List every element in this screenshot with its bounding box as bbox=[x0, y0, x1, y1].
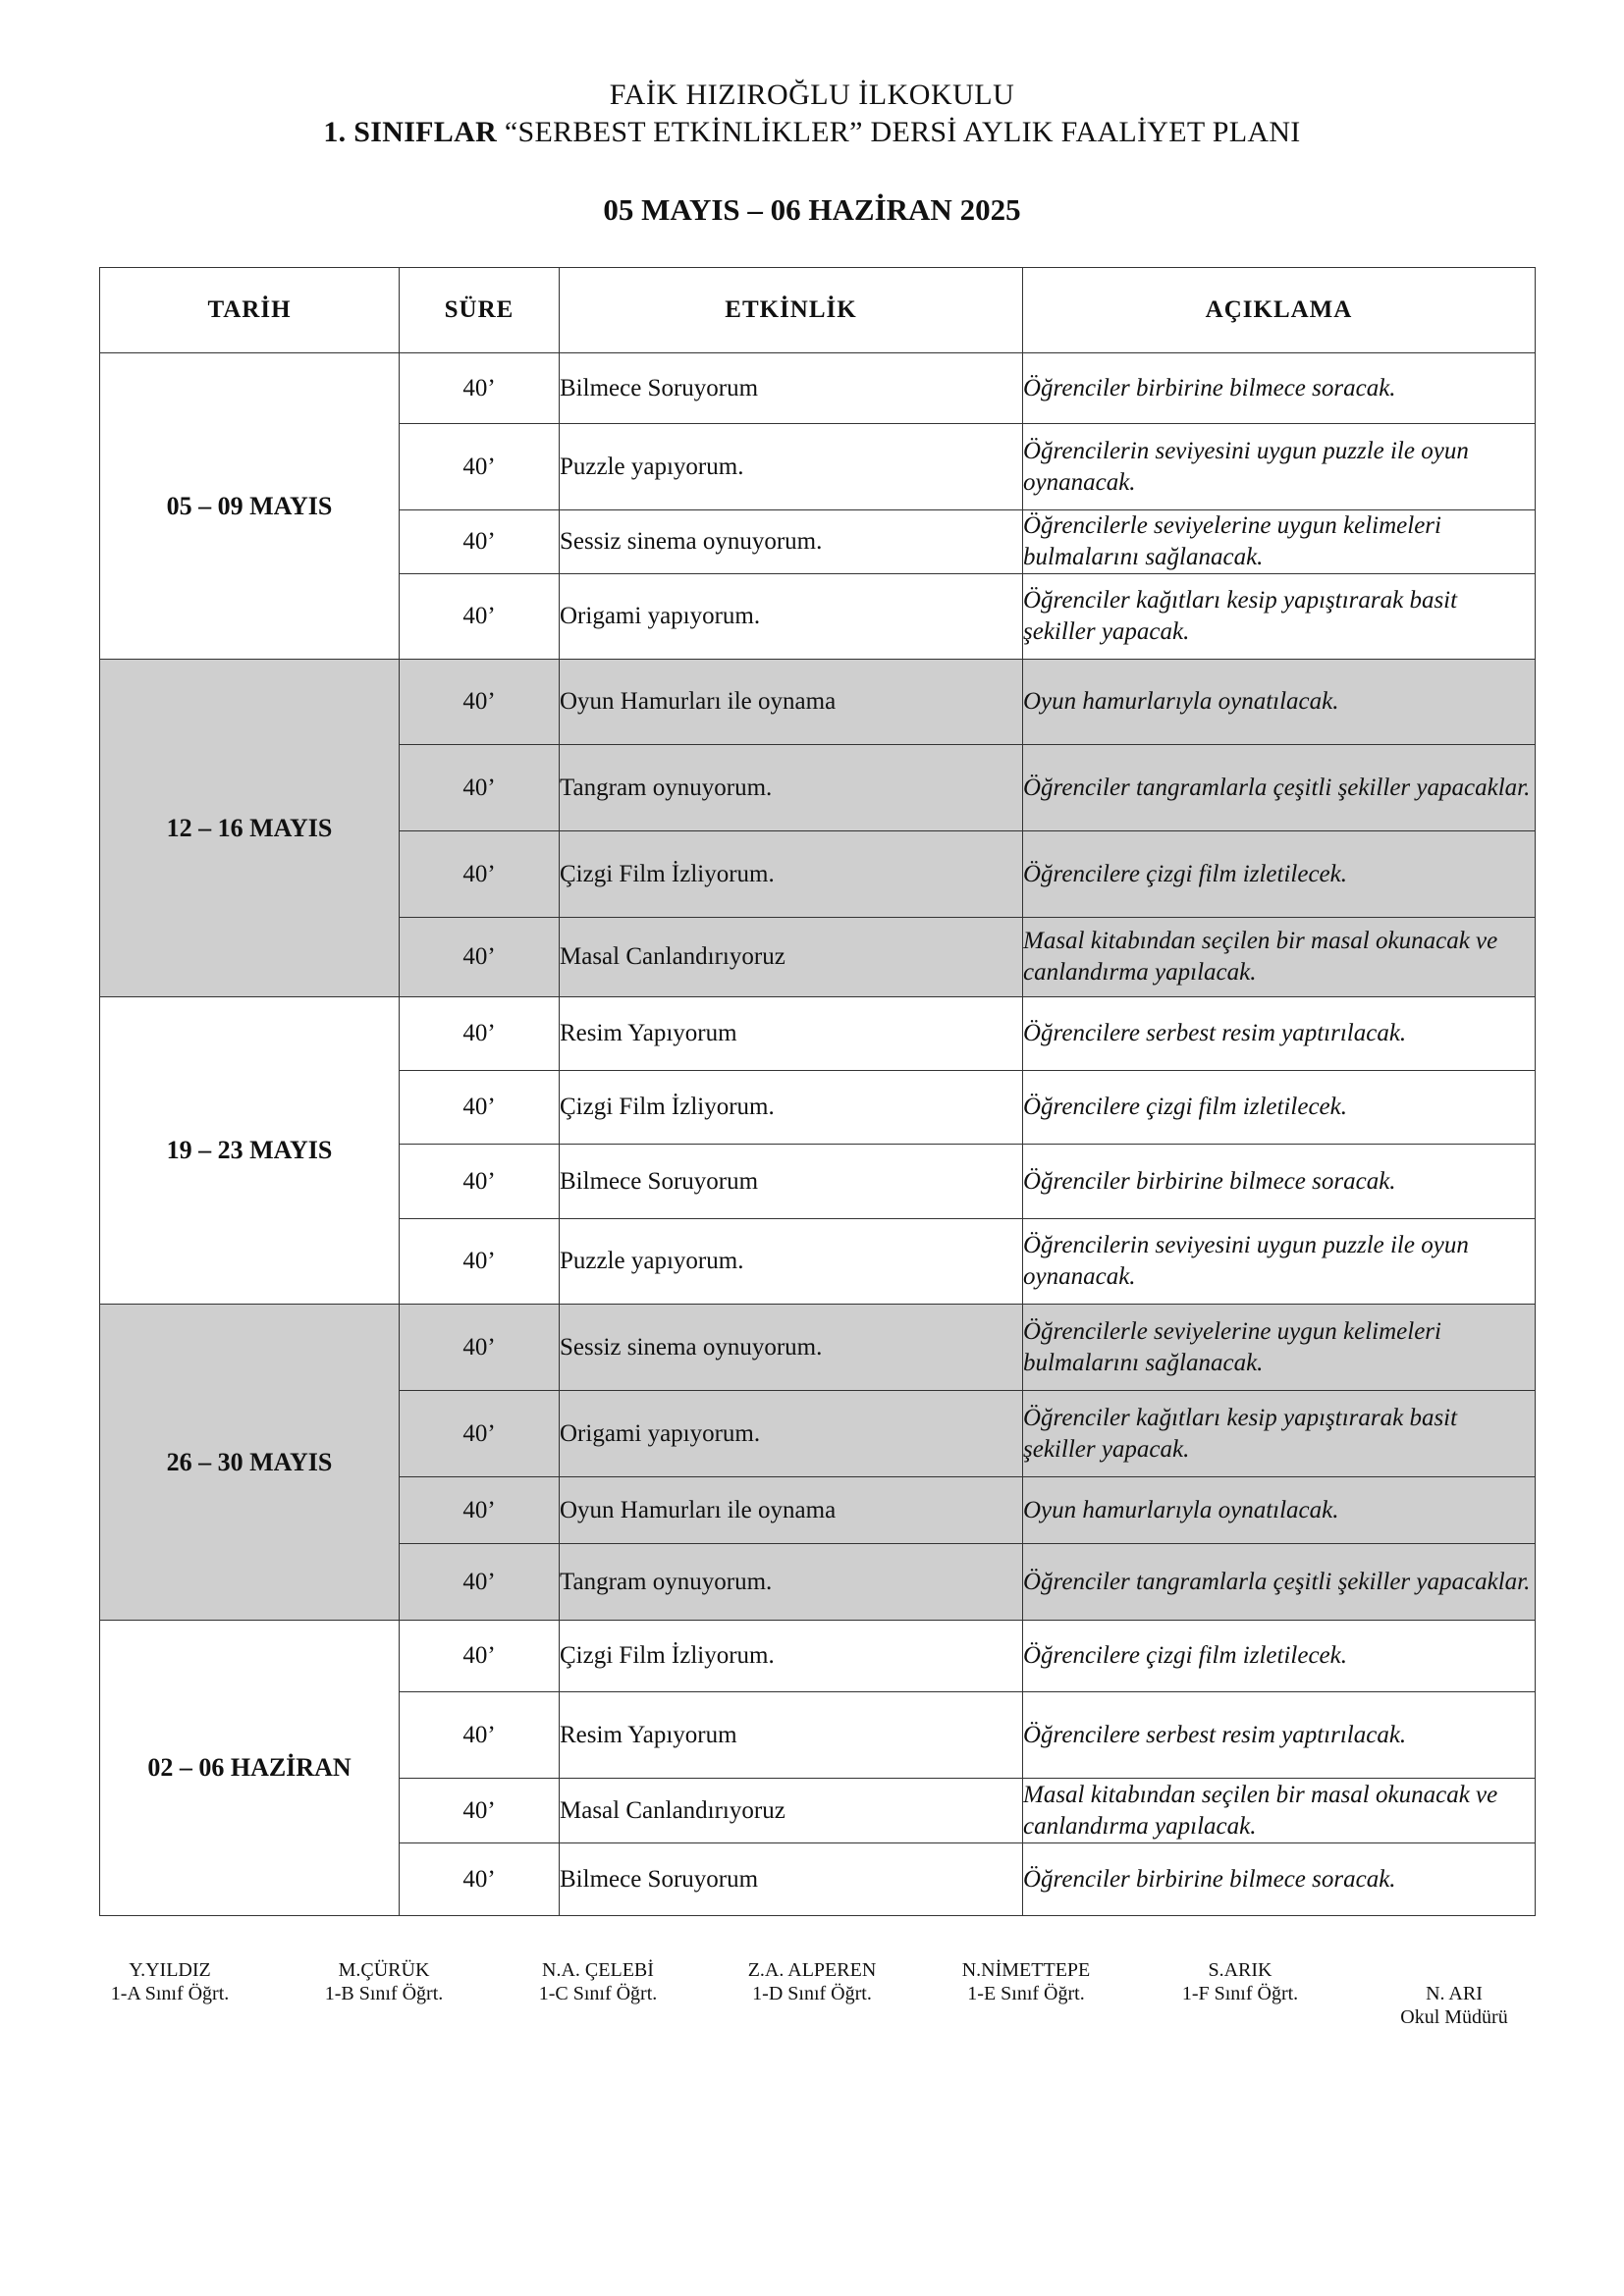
duration-cell: 40’ bbox=[400, 1071, 560, 1145]
activity-cell: Oyun Hamurları ile oynama bbox=[560, 660, 1023, 745]
signature-role: 1-E Sınıf Öğrt. bbox=[967, 1983, 1085, 2004]
description-cell: Öğrenciler birbirine bilmece soracak. bbox=[1023, 1843, 1536, 1916]
activity-cell: Tangram oynuyorum. bbox=[560, 1544, 1023, 1621]
signature-role: 1-A Sınıf Öğrt. bbox=[110, 1983, 230, 2004]
table-row bbox=[100, 1621, 1536, 1692]
activity-cell: Çizgi Film İzliyorum. bbox=[560, 1071, 1023, 1145]
signature-role: Okul Müdürü bbox=[1400, 2006, 1508, 2028]
activity-cell: Oyun Hamurları ile oynama bbox=[560, 1477, 1023, 1544]
column-header-tarih: TARİH bbox=[100, 268, 400, 353]
duration-cell: 40’ bbox=[400, 1843, 560, 1916]
description-cell: Öğrencilerin seviyesini uygun puzzle ile oyun oynanacak. bbox=[1023, 424, 1536, 510]
signature-1c bbox=[500, 1958, 696, 2005]
signature-name: N. ARI bbox=[1426, 1983, 1483, 2004]
activity-cell: Çizgi Film İzliyorum. bbox=[560, 831, 1023, 918]
table-row bbox=[100, 1305, 1536, 1391]
description-cell: Öğrenciler tangramlarla çeşitli şekiller yapacaklar. bbox=[1023, 1544, 1536, 1621]
table-header-row bbox=[100, 268, 1536, 353]
description-cell: Öğrencilere çizgi film izletilecek. bbox=[1023, 1621, 1536, 1692]
description-cell: Masal kitabından seçilen bir masal okunacak ve canlandırma yapılacak. bbox=[1023, 918, 1536, 997]
duration-cell: 40’ bbox=[400, 1621, 560, 1692]
activity-cell: Bilmece Soruyorum bbox=[560, 1145, 1023, 1219]
duration-cell: 40’ bbox=[400, 997, 560, 1071]
description-cell: Öğrenciler kağıtları kesip yapıştırarak basit şekiller yapacak. bbox=[1023, 1391, 1536, 1477]
description-cell: Oyun hamurlarıyla oynatılacak. bbox=[1023, 660, 1536, 745]
week-date: 26 – 30 MAYIS bbox=[100, 1305, 400, 1621]
signature-name: M.ÇÜRÜK bbox=[338, 1959, 430, 1981]
week-date: 19 – 23 MAYIS bbox=[100, 997, 400, 1305]
signature-1e bbox=[928, 1958, 1124, 2005]
table-row bbox=[100, 660, 1536, 745]
plan-title bbox=[0, 116, 1624, 149]
duration-cell: 40’ bbox=[400, 660, 560, 745]
signature-1a bbox=[72, 1958, 268, 2005]
signature-1f bbox=[1142, 1958, 1338, 2005]
description-cell: Öğrencilere serbest resim yaptırılacak. bbox=[1023, 997, 1536, 1071]
description-cell: Oyun hamurlarıyla oynatılacak. bbox=[1023, 1477, 1536, 1544]
description-cell: Öğrencilerin seviyesini uygun puzzle ile oyun oynanacak. bbox=[1023, 1219, 1536, 1305]
description-cell: Öğrenciler birbirine bilmece soracak. bbox=[1023, 1145, 1536, 1219]
duration-cell: 40’ bbox=[400, 574, 560, 660]
duration-cell: 40’ bbox=[400, 1391, 560, 1477]
activity-cell: Masal Canlandırıyoruz bbox=[560, 1779, 1023, 1843]
column-header-etkinlik: ETKİNLİK bbox=[560, 268, 1023, 353]
signature-1d bbox=[714, 1958, 910, 2005]
description-cell: Öğrenciler kağıtları kesip yapıştırarak basit şekiller yapacak. bbox=[1023, 574, 1536, 660]
week-date: 05 – 09 MAYIS bbox=[100, 353, 400, 660]
activity-cell: Origami yapıyorum. bbox=[560, 574, 1023, 660]
signature-name: N.NİMETTEPE bbox=[961, 1959, 1091, 1981]
duration-cell: 40’ bbox=[400, 1145, 560, 1219]
date-range: 05 MAYIS – 06 HAZİRAN 2025 bbox=[603, 192, 1021, 227]
signature-1b bbox=[286, 1958, 482, 2005]
signature-name: Z.A. ALPEREN bbox=[747, 1959, 877, 1981]
activity-cell: Origami yapıyorum. bbox=[560, 1391, 1023, 1477]
signature-principal bbox=[1356, 1982, 1552, 2029]
activity-cell: Sessiz sinema oynuyorum. bbox=[560, 510, 1023, 574]
activity-cell: Resim Yapıyorum bbox=[560, 1692, 1023, 1779]
duration-cell: 40’ bbox=[400, 1477, 560, 1544]
activity-cell: Masal Canlandırıyoruz bbox=[560, 918, 1023, 997]
signature-name: S.ARIK bbox=[1208, 1959, 1272, 1981]
duration-cell: 40’ bbox=[400, 1544, 560, 1621]
duration-cell: 40’ bbox=[400, 831, 560, 918]
duration-cell: 40’ bbox=[400, 918, 560, 997]
signature-role: 1-D Sınıf Öğrt. bbox=[752, 1983, 872, 2004]
duration-cell: 40’ bbox=[400, 424, 560, 510]
signature-name: Y.YILDIZ bbox=[129, 1959, 211, 1981]
table-row bbox=[100, 353, 1536, 424]
column-header-aciklama: AÇIKLAMA bbox=[1023, 268, 1536, 353]
activity-cell: Puzzle yapıyorum. bbox=[560, 1219, 1023, 1305]
table-row bbox=[100, 997, 1536, 1071]
activity-cell: Sessiz sinema oynuyorum. bbox=[560, 1305, 1023, 1391]
description-cell: Öğrencilerle seviyelerine uygun kelimeleri bulmalarını sağlanacak. bbox=[1023, 1305, 1536, 1391]
activity-plan-table bbox=[99, 267, 1536, 1916]
activity-cell: Bilmece Soruyorum bbox=[560, 353, 1023, 424]
duration-cell: 40’ bbox=[400, 1692, 560, 1779]
activity-cell: Puzzle yapıyorum. bbox=[560, 424, 1023, 510]
description-cell: Öğrencilere çizgi film izletilecek. bbox=[1023, 831, 1536, 918]
description-cell: Öğrencilere serbest resim yaptırılacak. bbox=[1023, 1692, 1536, 1779]
activity-cell: Resim Yapıyorum bbox=[560, 997, 1023, 1071]
plan-title-grade: 1. SINIFLAR bbox=[323, 116, 498, 148]
signature-name: N.A. ÇELEBİ bbox=[542, 1959, 654, 1981]
activity-cell: Çizgi Film İzliyorum. bbox=[560, 1621, 1023, 1692]
activity-cell: Bilmece Soruyorum bbox=[560, 1843, 1023, 1916]
week-date: 12 – 16 MAYIS bbox=[100, 660, 400, 997]
activity-cell: Tangram oynuyorum. bbox=[560, 745, 1023, 831]
duration-cell: 40’ bbox=[400, 510, 560, 574]
signature-role: 1-C Sınıf Öğrt. bbox=[538, 1983, 658, 2004]
duration-cell: 40’ bbox=[400, 353, 560, 424]
column-header-sure: SÜRE bbox=[400, 268, 560, 353]
school-name: FAİK HIZIROĞLU İLKOKULU bbox=[609, 79, 1015, 111]
description-cell: Öğrenciler tangramlarla çeşitli şekiller yapacaklar. bbox=[1023, 745, 1536, 831]
description-cell: Öğrencilerle seviyelerine uygun kelimeleri bulmalarını sağlanacak. bbox=[1023, 510, 1536, 574]
plan-title-rest: “SERBEST ETKİNLİKLER” DERSİ AYLIK FAALİYET PLANI bbox=[497, 116, 1301, 148]
duration-cell: 40’ bbox=[400, 1779, 560, 1843]
week-date: 02 – 06 HAZİRAN bbox=[100, 1621, 400, 1916]
description-cell: Öğrenciler birbirine bilmece soracak. bbox=[1023, 353, 1536, 424]
signature-role: 1-F Sınıf Öğrt. bbox=[1181, 1983, 1299, 2004]
duration-cell: 40’ bbox=[400, 1305, 560, 1391]
duration-cell: 40’ bbox=[400, 1219, 560, 1305]
description-cell: Masal kitabından seçilen bir masal okunacak ve canlandırma yapılacak. bbox=[1023, 1779, 1536, 1843]
description-cell: Öğrencilere çizgi film izletilecek. bbox=[1023, 1071, 1536, 1145]
duration-cell: 40’ bbox=[400, 745, 560, 831]
signature-role: 1-B Sınıf Öğrt. bbox=[324, 1983, 444, 2004]
